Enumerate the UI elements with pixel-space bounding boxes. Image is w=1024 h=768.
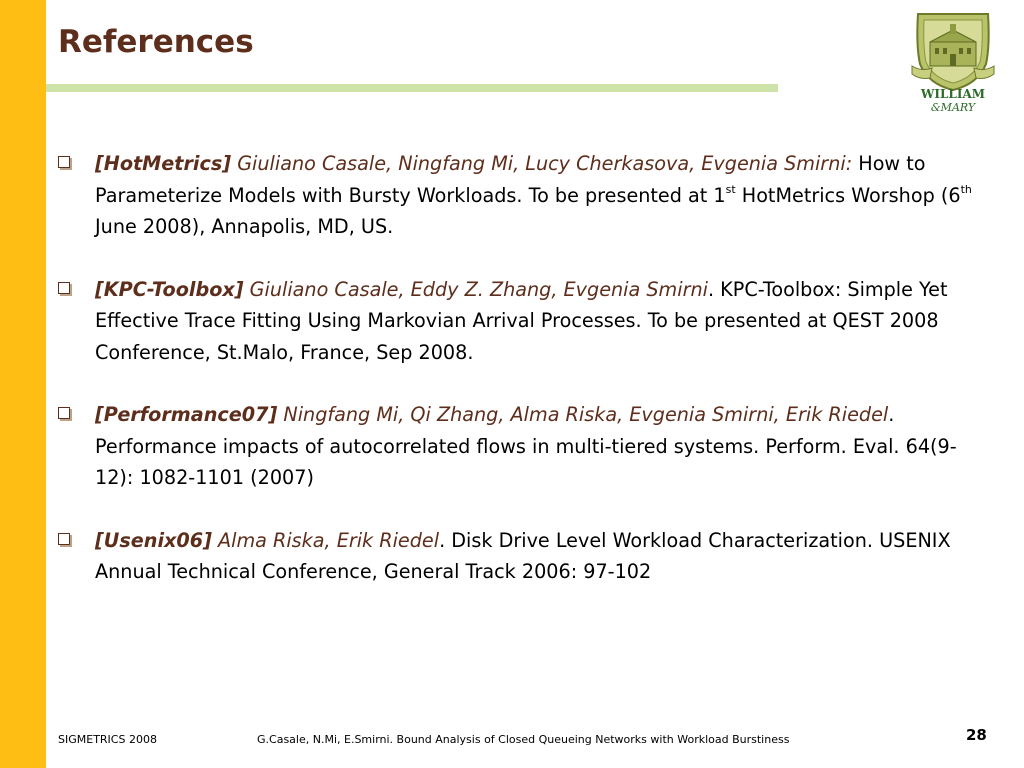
page-number: 28 bbox=[966, 726, 987, 744]
reference-authors: Giuliano Casale, Eddy Z. Zhang, Evgenia Smirni bbox=[249, 277, 708, 301]
square-bullet-icon bbox=[58, 533, 70, 545]
reference-text: HotMetrics Worshop (6 bbox=[741, 183, 961, 207]
reference-authors: Giuliano Casale, Ningfang Mi, Lucy Cherkasova, Evgenia Smirni: bbox=[237, 152, 853, 175]
reference-key: [Performance07] bbox=[95, 403, 278, 426]
logo-line-2: &MARY bbox=[930, 101, 976, 114]
reference-item-kpc-toolbox bbox=[58, 274, 988, 369]
reference-item-hotmetrics bbox=[58, 148, 988, 243]
reference-authors: Alma Riska, Erik Riedel bbox=[217, 528, 440, 552]
references-list bbox=[58, 148, 988, 619]
square-bullet-icon bbox=[58, 282, 70, 294]
logo-line-1: WILLIAM bbox=[920, 87, 986, 101]
reference-text: How to Parameterize Models with Bursty Workloads. To be presented at 1 bbox=[95, 152, 926, 207]
square-bullet-icon bbox=[58, 156, 70, 168]
reference-key: [Usenix06] bbox=[95, 528, 212, 552]
reference-item-usenix06 bbox=[58, 525, 988, 588]
reference-key: [KPC-Toolbox] bbox=[95, 277, 244, 301]
superscript: th bbox=[960, 183, 972, 197]
reference-text: . Disk Drive Level Workload Characterization. USENIX Annual Technical Conference, General Track 2006: 97-102 bbox=[95, 528, 951, 583]
reference-text: . KPC-Toolbox: Simple Yet Effective Trace Fitting Using Markovian Arrival Processes. To be presented at QEST 2008 Conference, St.Malo, France, Sep 2008. bbox=[95, 277, 948, 364]
footer-conference: SIGMETRICS 2008 bbox=[58, 733, 157, 746]
footer-paper-title: G.Casale, N.Mi, E.Smirni. Bound Analysis of Closed Queueing Networks with Workload Burstiness bbox=[257, 733, 790, 746]
superscript: st bbox=[725, 183, 736, 197]
reference-key: [HotMetrics] bbox=[95, 152, 232, 175]
slide-title: References bbox=[58, 24, 254, 60]
title-underline-rule bbox=[46, 84, 778, 92]
left-accent-bar bbox=[0, 0, 46, 768]
reference-authors: Ningfang Mi, Qi Zhang, Alma Riska, Evgenia Smirni, Erik Riedel bbox=[283, 403, 889, 426]
logo-wordmark bbox=[906, 88, 1000, 114]
square-bullet-icon bbox=[58, 407, 70, 419]
reference-text: . Performance impacts of autocorrelated flows in multi-tiered systems. Perform. Eval. 64(9-12): 1082-1101 (2007) bbox=[95, 403, 957, 489]
reference-text: June 2008), Annapolis, MD, US. bbox=[95, 215, 394, 238]
reference-item-performance07 bbox=[58, 399, 988, 494]
